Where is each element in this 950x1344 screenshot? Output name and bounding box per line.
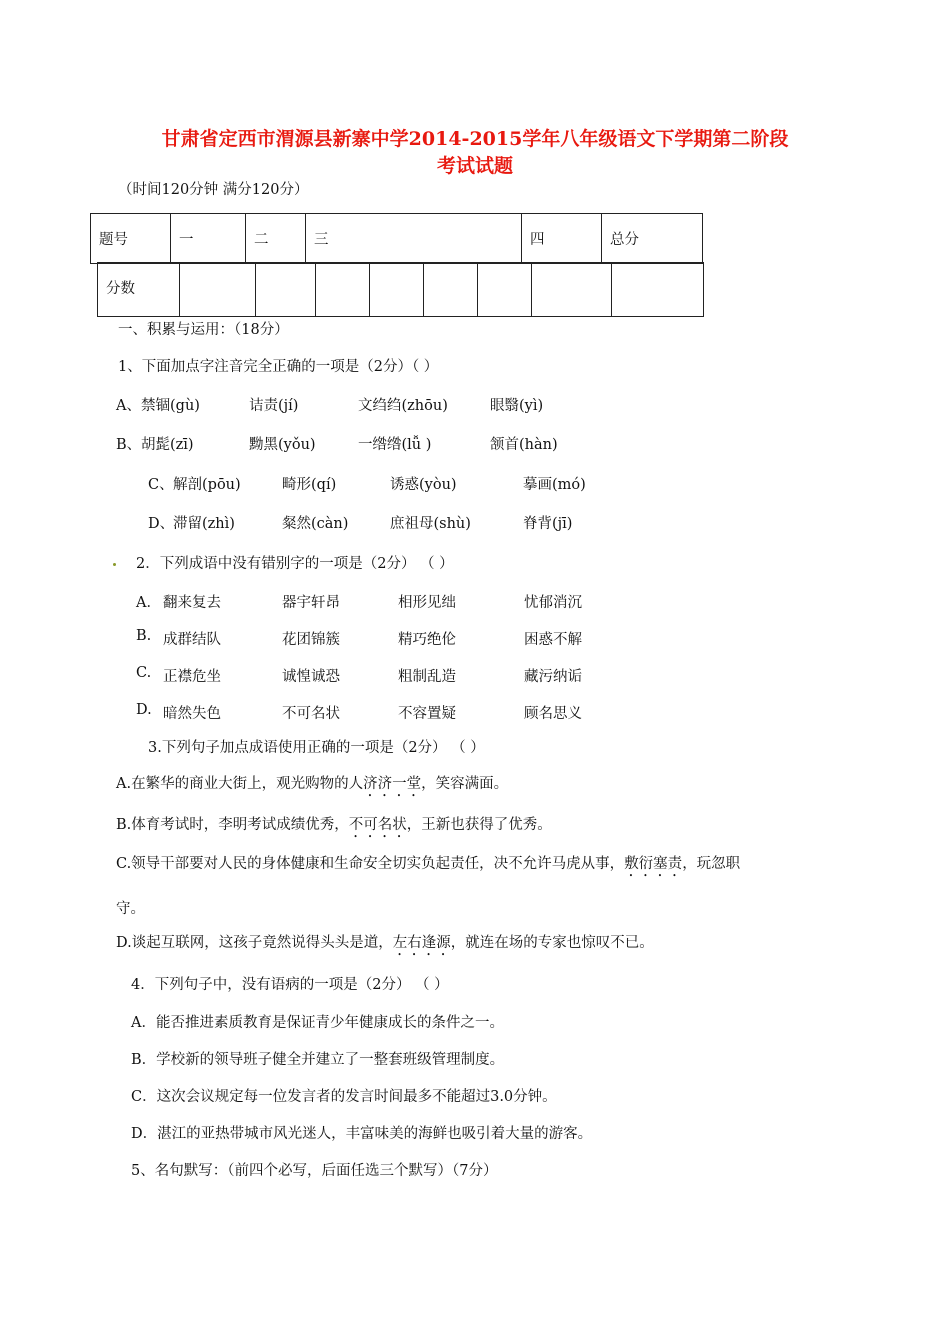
q3-option-a xyxy=(116,774,508,800)
q3-d-text-end: ，就连在场的专家也惊叹不已。 xyxy=(450,935,654,951)
q1-option-item: 粲然(càn) xyxy=(282,516,349,532)
q2-option-item: 诚惶诚恐 xyxy=(282,669,340,685)
q2-option-item: 忧郁消沉 xyxy=(524,595,582,611)
q2-option-item: 相形见绌 xyxy=(398,595,456,611)
q4-option: B．学校新的领导班子健全并建立了一整套班级管理制度。 xyxy=(131,1052,505,1068)
q3-a-text: A.在繁华的商业大街上，观光购物的人 xyxy=(116,776,364,792)
margin-dot xyxy=(113,563,116,566)
q1-option-item: 诘责(jí) xyxy=(249,398,299,414)
score-cell[interactable] xyxy=(532,263,612,317)
score-table-score-row xyxy=(97,262,704,317)
header-cell: 四 xyxy=(522,214,602,264)
q3-option-c xyxy=(116,854,740,880)
q1-option-item: 胡髭(zī) xyxy=(141,437,194,453)
q3-a-text-end: ，笑容满面。 xyxy=(421,776,509,792)
q3-c-dotted-idiom: 敷衍塞责 xyxy=(624,856,683,872)
section-heading: 一、积累与运用：（18分） xyxy=(118,322,289,338)
q2-option-item: 成群结队 xyxy=(163,632,221,648)
q1-option-item: 脊背(jī) xyxy=(523,516,573,532)
score-table-header-row xyxy=(90,213,703,264)
q1-option-label: B、 xyxy=(116,437,142,453)
q1-option-item: 滞留(zhì) xyxy=(173,516,235,532)
q3-a-dotted-idiom: 济济一堂 xyxy=(363,776,422,792)
exam-info: （时间120分钟 满分120分） xyxy=(118,182,309,198)
q2-option-item: 器宇轩昂 xyxy=(282,595,340,611)
q4-option: C．这次会议规定每一位发言者的发言时间最多不能超过3.0分钟。 xyxy=(131,1089,557,1105)
q1-option-item: 解剖(pōu) xyxy=(173,477,241,493)
q2-option-label: C. xyxy=(136,665,152,681)
header-cell: 三 xyxy=(306,214,522,264)
q1-option-item: 眼翳(yì) xyxy=(490,398,544,414)
score-cell[interactable] xyxy=(316,263,370,317)
q3-b-text-end: ，王新也获得了优秀。 xyxy=(406,817,552,833)
q1-stem: 1、下面加点字注音完全正确的一项是（2分）（ ） xyxy=(118,359,439,375)
q5-stem: 5、名句默写：（前四个必写，后面任选三个默写）（7分） xyxy=(131,1163,498,1179)
exam-title-line1: 甘肃省定西市渭源县新寨中学2014-2015学年八年级语文下学期第二阶段 xyxy=(161,128,789,150)
header-cell: 一 xyxy=(171,214,246,264)
score-label-cell: 分数 xyxy=(98,263,180,317)
q3-d-text: D.谈起互联网，这孩子竟然说得头头是道， xyxy=(116,935,393,951)
q2-option-item: 不可名状 xyxy=(282,706,340,722)
q2-option-item: 不容置疑 xyxy=(398,706,456,722)
score-cell[interactable] xyxy=(424,263,478,317)
q1-option-item: 摹画(mó) xyxy=(523,477,586,493)
q1-option-label: D、 xyxy=(148,516,175,532)
q3-c-text: C.领导干部要对人民的身体健康和生命安全切实负起责任，决不允许马虎从事， xyxy=(116,856,625,872)
q4-option: A．能否推进素质教育是保证青少年健康成长的条件之一。 xyxy=(131,1015,504,1031)
header-cell: 题号 xyxy=(91,214,171,264)
q2-option-item: 粗制乱造 xyxy=(398,669,456,685)
score-cell[interactable] xyxy=(612,263,704,317)
q4-stem: 4．下列句子中，没有语病的一项是（2分） （ ） xyxy=(131,977,449,993)
q3-d-dotted-idiom: 左右逢源 xyxy=(392,935,451,951)
q2-option-item: 暗然失色 xyxy=(163,706,221,722)
q2-option-item: 花团锦簇 xyxy=(282,632,340,648)
q1-option-item: 畸形(qí) xyxy=(282,477,337,493)
q3-stem: 3.下列句子加点成语使用正确的一项是（2分） （ ） xyxy=(148,740,485,756)
q1-option-item: 黝黑(yǒu) xyxy=(249,437,316,453)
header-cell: 总分 xyxy=(602,214,703,264)
q3-option-b xyxy=(116,815,552,841)
q1-option-label: A、 xyxy=(116,398,141,414)
score-cell[interactable] xyxy=(256,263,316,317)
score-cell[interactable] xyxy=(370,263,424,317)
q2-option-label: A． xyxy=(136,595,161,611)
q1-option-item: 诱惑(yòu) xyxy=(390,477,457,493)
q1-option-item: 禁锢(gù) xyxy=(141,398,200,414)
exam-title-line2: 考试试题 xyxy=(436,155,513,177)
q2-stem: 2．下列成语中没有错别字的一项是（2分） （ ） xyxy=(136,556,454,572)
q4-option: D．湛江的亚热带城市风光迷人，丰富味美的海鲜也吸引着大量的游客。 xyxy=(131,1126,593,1142)
q1-option-label: C、 xyxy=(148,477,174,493)
q2-option-item: 精巧绝伦 xyxy=(398,632,456,648)
q2-option-label: D. xyxy=(136,702,152,718)
q3-c-text-end: ，玩忽职 xyxy=(682,856,741,872)
q2-option-item: 翻来复去 xyxy=(163,595,221,611)
q2-option-item: 顾名思义 xyxy=(524,706,582,722)
q2-option-label: B. xyxy=(136,628,152,644)
q3-b-dotted-idiom: 不可名状 xyxy=(348,817,407,833)
q2-option-item: 藏污纳诟 xyxy=(524,669,582,685)
q1-option-item: 一绺绺(lǚ ) xyxy=(358,437,432,453)
q1-option-item: 颔首(hàn) xyxy=(490,437,558,453)
q3-option-d xyxy=(116,933,654,959)
q3-option-c-continued: 守。 xyxy=(116,901,145,917)
q2-option-item: 困惑不解 xyxy=(524,632,582,648)
score-cell[interactable] xyxy=(180,263,256,317)
q2-option-item: 正襟危坐 xyxy=(163,669,221,685)
q3-b-text: B.体育考试时，李明考试成绩优秀， xyxy=(116,817,349,833)
q1-option-item: 文绉绉(zhōu) xyxy=(358,398,448,414)
q1-option-item: 庶祖母(shù) xyxy=(390,516,471,532)
header-cell: 二 xyxy=(246,214,306,264)
score-cell[interactable] xyxy=(478,263,532,317)
